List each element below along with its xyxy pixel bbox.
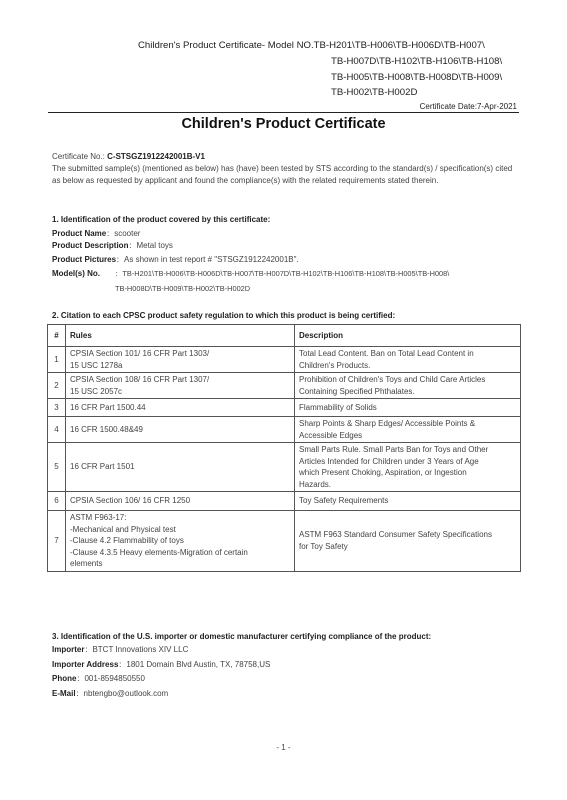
phone-value: ：001-8594850550: [76, 674, 145, 683]
table-row: [48, 417, 521, 443]
description-cell: [295, 373, 521, 399]
rule-line: 15 USC 1278a: [70, 360, 123, 370]
rule-line: 16 CFR 1500.48&49: [70, 424, 143, 434]
product-description-label: Product Description: [52, 241, 129, 250]
table-row: [48, 492, 521, 511]
description-line: which Present Choking, Aspiration, or Ingestion: [299, 468, 467, 477]
importer-address-row: [52, 659, 270, 671]
rule-line: -Mechanical and Physical test: [70, 524, 176, 534]
description-line: for Toy Safety: [299, 541, 348, 551]
description-cell: [295, 417, 521, 443]
row-number: 4: [48, 417, 66, 443]
product-description-value: ：Metal toys: [128, 241, 173, 250]
section-3-heading: 3. Identification of the U.S. importer or domestic manufacturer certifying compliance of the product:: [52, 632, 432, 641]
importer-address-label: Importer Address: [52, 660, 119, 669]
header-line-4: TB-H002\TB-H002D: [331, 87, 418, 98]
certificate-number-value: C-STSGZ1912242001B-V1: [107, 152, 205, 161]
rule-cell: [66, 373, 295, 399]
table-header-row: [48, 325, 521, 347]
column-header-description: Description: [295, 325, 521, 347]
importer-value: ：BTCT Innovations XIV LLC: [84, 645, 189, 654]
rule-line: 16 CFR Part 1501: [70, 462, 135, 472]
rule-cell: [66, 399, 295, 417]
models-line-2: TB-H008D\TB-H009\TB-H002\TB-H002D: [115, 284, 251, 293]
table-row: [48, 511, 521, 572]
product-name-label: Product Name: [52, 229, 107, 238]
rule-line: CPSIA Section 106/ 16 CFR 1250: [70, 496, 191, 506]
description-cell: [295, 347, 521, 373]
header-line-3: TB-H005\TB-H008\TB-H008D\TB-H009\: [331, 72, 503, 83]
rule-cell: [66, 492, 295, 511]
description-line: Toy Safety Requirements: [299, 496, 389, 506]
row-number: 6: [48, 492, 66, 511]
description-cell: [295, 399, 521, 417]
description-line: Hazards.: [299, 479, 332, 489]
rule-line: elements: [70, 559, 103, 568]
product-description-row: [52, 240, 173, 252]
compliance-statement: The submitted sample(s) (mentioned as below) has (have) been tested by STS according to the standard(s) / specification(s) cited as below as requested by applicant and found the compliance(s) with the related requirements stated therein.: [52, 164, 513, 185]
product-pictures-value: ：As shown in test report # "STSGZ1912242001B".: [116, 255, 299, 264]
row-number: 2: [48, 373, 66, 399]
certificate-date: Certificate Date:7-Apr-2021: [419, 102, 517, 111]
regulations-table: [47, 324, 521, 572]
rule-cell: [66, 347, 295, 373]
section-1-heading: 1. Identification of the product covered by this certificate:: [52, 215, 271, 224]
description-line: Prohibition of Children's Toys and Child Care Articles: [299, 375, 486, 384]
description-line: Sharp Points & Sharp Edges/ Accessible Points &: [299, 419, 476, 428]
description-cell: [295, 443, 521, 492]
certificate-number-label: Certificate No.:: [52, 152, 108, 161]
rule-line: 15 USC 2057c: [70, 386, 123, 396]
product-pictures-row: [52, 254, 299, 266]
importer-row: [52, 644, 188, 656]
rule-line: ASTM F963-17:: [70, 513, 127, 522]
description-line: Small Parts Rule. Small Parts Ban for Toys and Other: [299, 445, 489, 454]
models-line-1: ：TB-H201\TB-H006\TB-H006D\TB-H007\TB-H007D\TB-H102\TB-H106\TB-H108\TB-H005\TB-H008\: [115, 269, 450, 278]
models-label-text: Model(s) No.: [52, 269, 100, 278]
phone-label: Phone: [52, 674, 77, 683]
row-number: 5: [48, 443, 66, 492]
rule-line: 16 CFR Part 1500.44: [70, 402, 146, 412]
table-row: [48, 443, 521, 492]
description-line: Children's Products.: [299, 360, 371, 370]
description-cell: [295, 492, 521, 511]
rule-line: CPSIA Section 108/ 16 CFR Part 1307/: [70, 375, 210, 384]
description-line: Containing Specified Phthalates.: [299, 386, 415, 396]
page-number: - 1 -: [276, 743, 291, 752]
rule-line: -Clause 4.2 Flammability of toys: [70, 536, 184, 545]
product-pictures-label: Product Pictures: [52, 255, 117, 264]
row-number: 1: [48, 347, 66, 373]
table-row: [48, 399, 521, 417]
product-name-value: ：scooter: [106, 229, 141, 238]
table-row: [48, 347, 521, 373]
description-line: ASTM F963 Standard Consumer Safety Specifications: [299, 530, 492, 540]
phone-row: [52, 673, 145, 685]
column-header-rules: Rules: [66, 325, 295, 347]
rule-cell: [66, 417, 295, 443]
email-value: ：nbtengbo@outlook.com: [75, 689, 169, 698]
importer-address-value: ：1801 Domain Blvd Austin, TX, 78758,US: [118, 660, 271, 669]
models-label: [52, 268, 100, 280]
table-body: [48, 347, 521, 572]
email-label: E-Mail: [52, 689, 76, 698]
row-number: 3: [48, 399, 66, 417]
column-header-number: #: [48, 325, 66, 347]
product-name-row: [52, 228, 140, 240]
header-line-2: TB-H007D\TB-H102\TB-H106\TB-H108\: [331, 56, 503, 67]
description-line: Total Lead Content. Ban on Total Lead Content in: [299, 349, 474, 358]
rule-line: -Clause 4.3.5 Heavy elements-Migration of certain: [70, 547, 248, 557]
rule-cell: [66, 511, 295, 572]
description-line: Articles Intended for Children under 3 Years of Age: [299, 456, 479, 466]
row-number: 7: [48, 511, 66, 572]
description-line: Flammability of Solids: [299, 402, 377, 412]
table-row: [48, 373, 521, 399]
certificate-number: [52, 151, 205, 163]
header-line-1: Children's Product Certificate- Model NO.TB-H201\TB-H006\TB-H006D\TB-H007\: [138, 40, 485, 51]
description-cell: [295, 511, 521, 572]
description-line: Accessible Edges: [299, 430, 363, 440]
header-divider: [48, 112, 519, 113]
section-2-heading: 2. Citation to each CPSC product safety regulation to which this product is being certified:: [52, 311, 396, 320]
importer-label: Importer: [52, 645, 85, 654]
rule-line: CPSIA Section 101/ 16 CFR Part 1303/: [70, 349, 210, 358]
page-title: Children's Product Certificate: [181, 116, 386, 132]
rule-cell: [66, 443, 295, 492]
email-row: [52, 688, 168, 700]
